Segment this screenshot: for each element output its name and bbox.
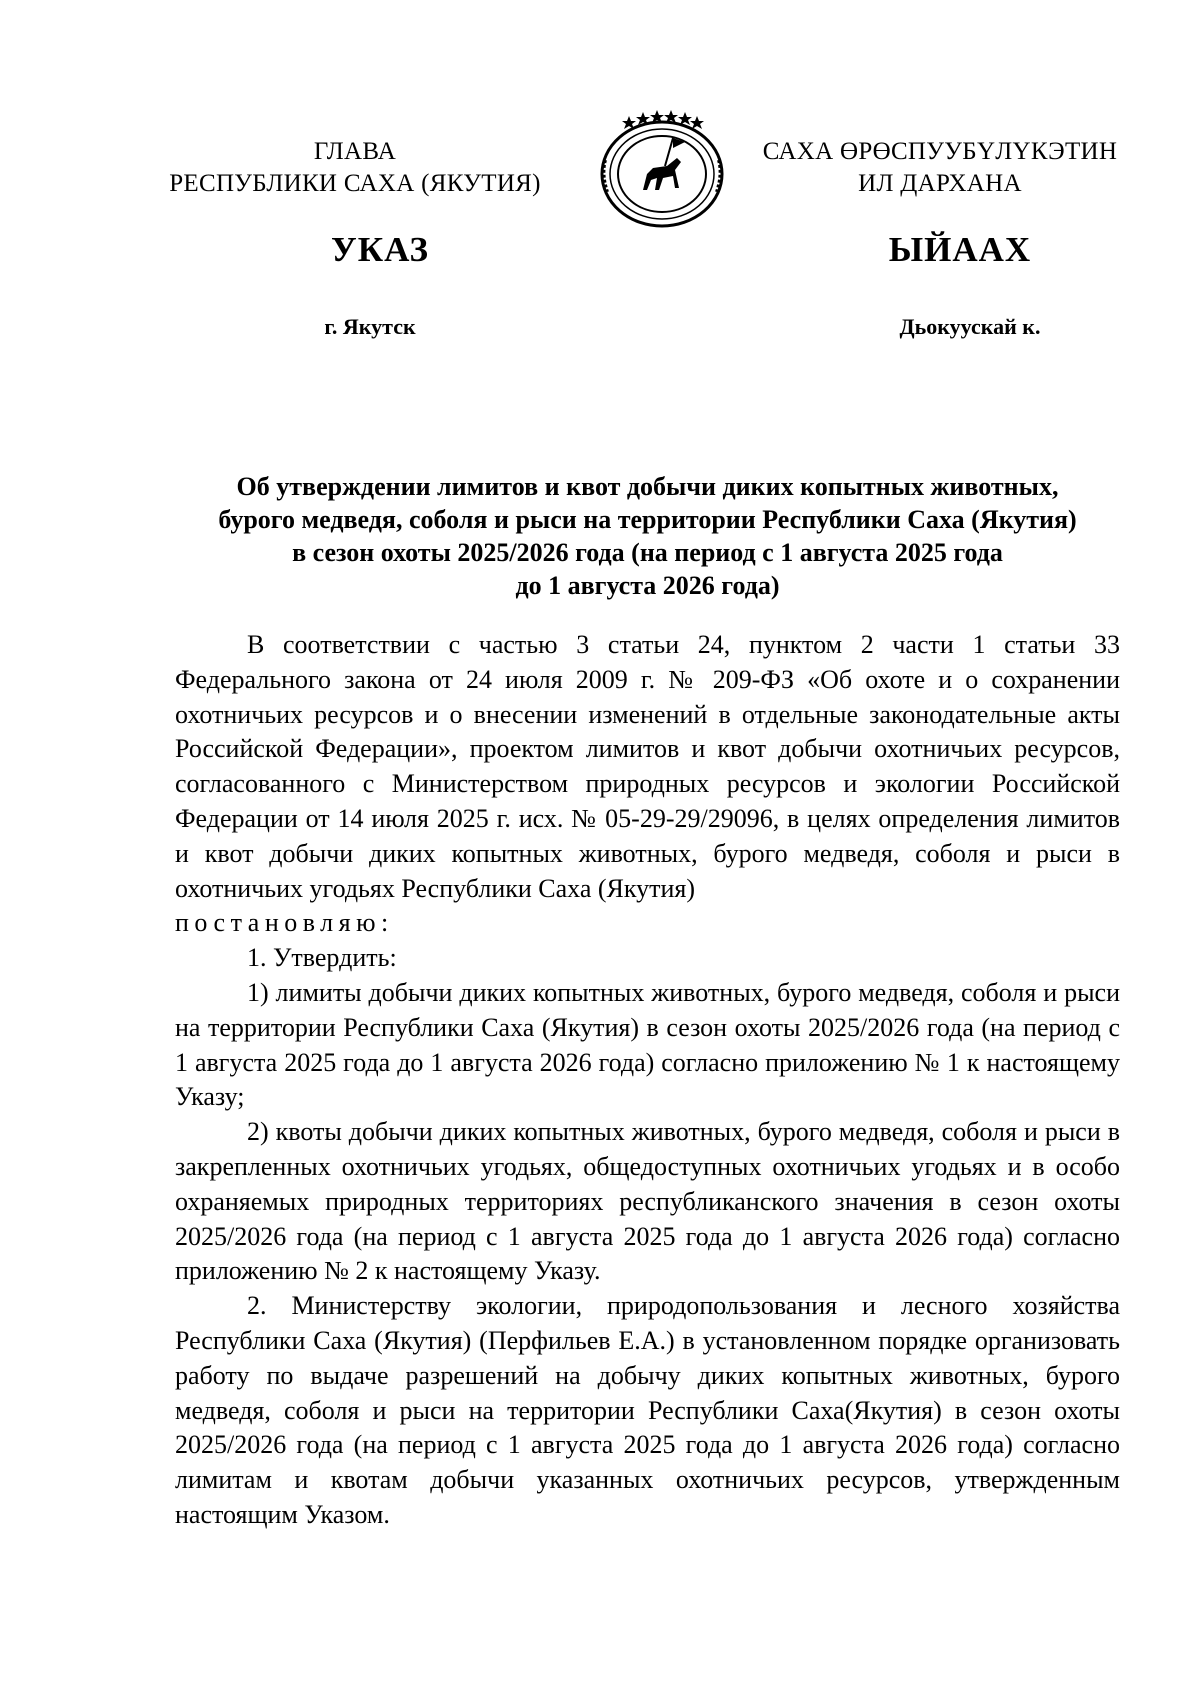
item-1-2: 2) квоты добычи диких копытных животных, бурого медведя, соболя и рыси в закрепленных охотничьих угодьях, общедоступных охотничьих угодьях и в особо охраняемых природных территориях республиканского значения в сезон охоты 2025/2026 года (на период с 1 августа 2025 года до 1 августа 2026 года) согласно приложению № 2 к настоящему Указу. [175,1117,1120,1286]
header-left-line2: РЕСПУБЛИКИ САХА (ЯКУТИЯ) [169,170,541,197]
title-line: до 1 августа 2026 года) [515,571,780,600]
item-2: 2. Министерству экологии, природопользования и лесного хозяйства Республики Саха (Якутия) (Перфильев Е.А.) в установленном порядке организовать работу по выдаче разрешений на добычу диких копытных животных, бурого медведя, соболя и рыси на территории Республики Саха(Якутия) в сезон охоты 2025/2026 года (на период с 1 августа 2025 года до 1 августа 2026 года) согласно лимитам и квотам добычи указанных охотничьих ресурсов, утвержденным настоящим Указом. [175,1291,1120,1529]
title-line: Об утверждении лимитов и квот добычи диких копытных животных, [236,472,1059,501]
sakha-republic-emblem-icon [593,108,731,230]
document-body [175,628,1120,1533]
decree-title-sakha: ЫЙААХ [888,230,1032,269]
document-title [175,470,1120,602]
title-line: в сезон охоты 2025/2026 года (на период с 1 августа 2025 года [292,538,1003,567]
header-right-line1: САХА ӨРӨСПУУБҮЛҮКЭТИН [762,138,1118,165]
city-ru: г. Якутск [324,314,416,339]
header-right-line2: ИЛ ДАРХАНА [858,170,1022,197]
city-sakha: Дьокуускай к. [899,314,1041,339]
preamble-paragraph: В соответствии с частью 3 статьи 24, пунктом 2 части 1 статьи 33 Федерального закона от 24 июля 2009 г. № 209-ФЗ «Об охоте и о сохранении охотничьих ресурсов и о внесении изменений в отдельные законодательные акты Российской Федерации», проектом лимитов и квот добычи охотничьих ресурсов, согласованного с Министерством природных ресурсов и экологии Российской Федерации от 14 июля 2025 г. исх. № 05-29-29/29096, в целях определения лимитов и квот добычи диких копытных животных, бурого медведя, соболя и рыси в охотничьих угодьях Республики Саха (Якутия) [175,630,1120,903]
item-1: 1. Утвердить: [247,943,397,973]
header-left [160,136,550,200]
header-right [740,136,1140,200]
header-left-line1: ГЛАВА [313,138,397,165]
decree-title-ru: УКАЗ [331,230,429,269]
resolve-word: постановляю: [175,908,394,938]
title-line: бурого медведя, соболя и рыси на территории Республики Саха (Якутия) [218,505,1077,534]
item-1-1: 1) лимиты добычи диких копытных животных, бурого медведя, соболя и рыси на территории Республики Саха (Якутия) в сезон охоты 2025/2026 года (на период с 1 августа 2025 года до 1 августа 2026 года) согласно приложению № 1 к настоящему Указу; [175,977,1120,1112]
